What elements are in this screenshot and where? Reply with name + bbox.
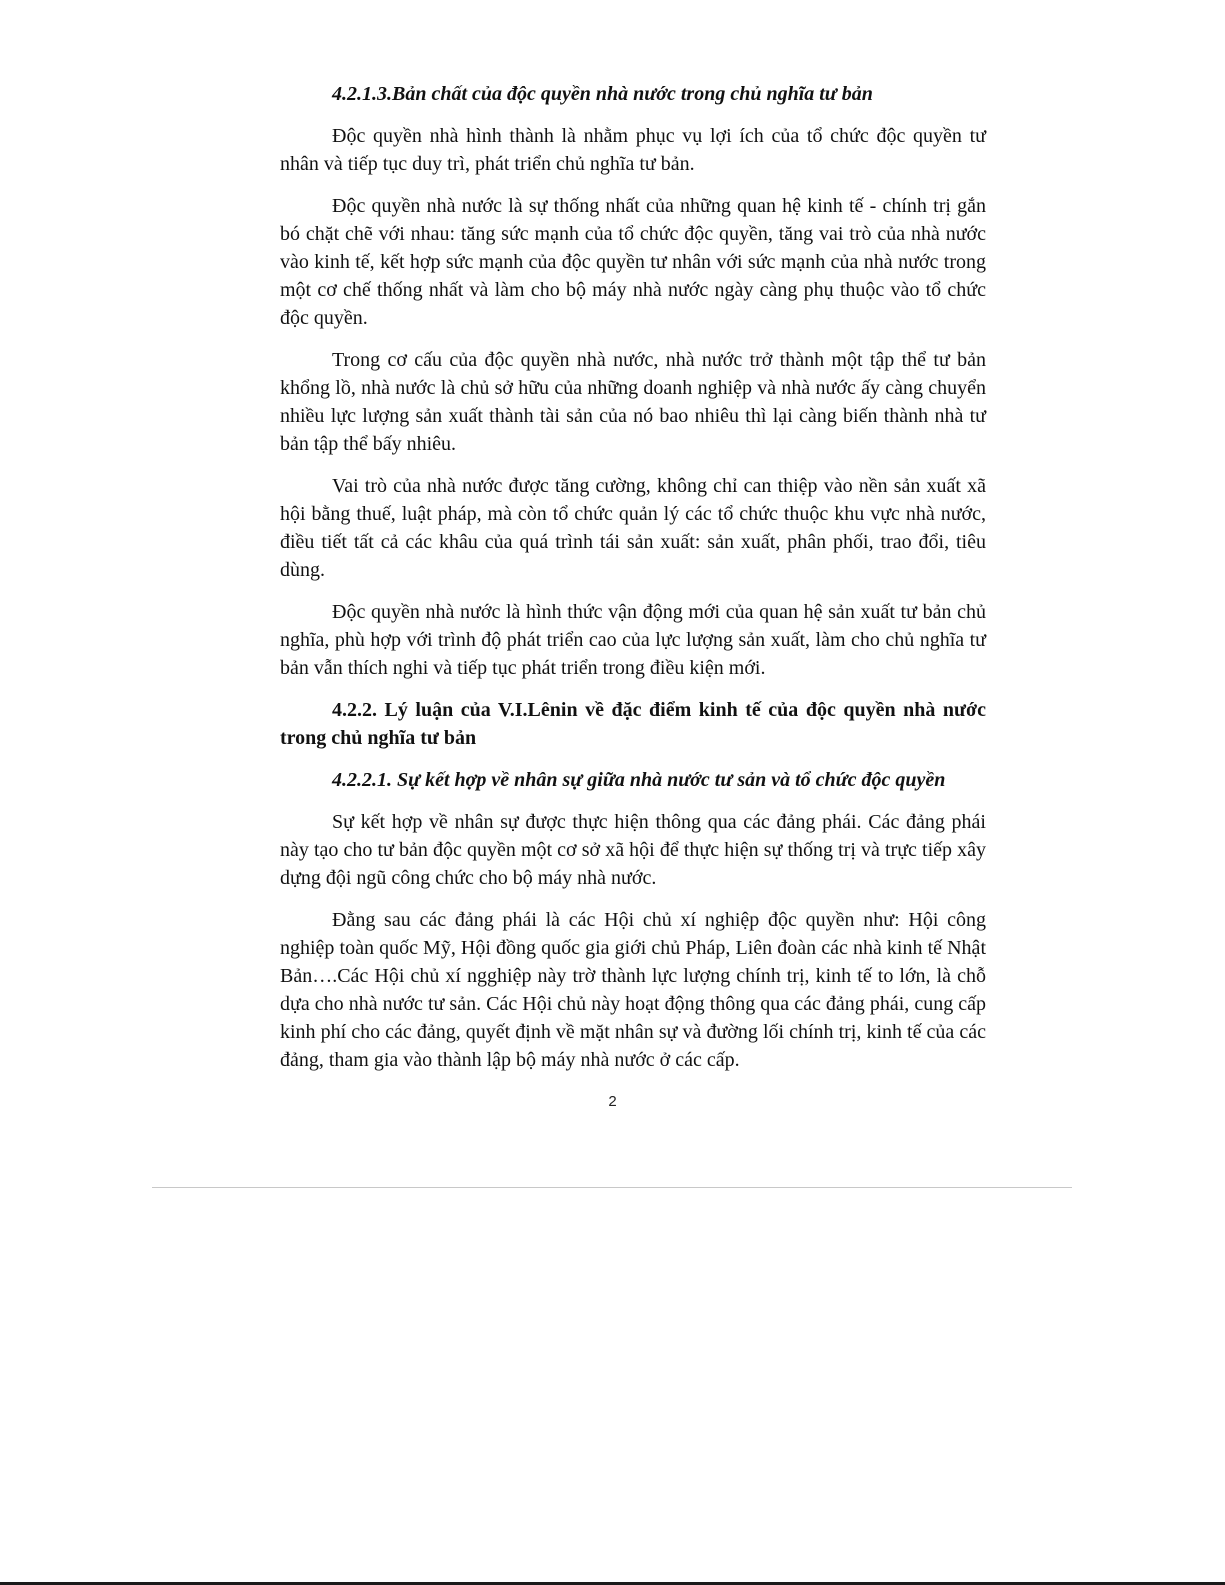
paragraph: Trong cơ cấu của độc quyền nhà nước, nhà nước trở thành một tập thể tư bản khổng lồ, nhà nước là chủ sở hữu của những doanh nghiệp và nhà nước ấy càng chuyển nhiều lực lượng sản xuất thành tài sản của nó bao nhiêu thì lại càng biến thành nhà tư bản tập thể bấy nhiêu. — [280, 349, 986, 455]
paragraph: Độc quyền nhà hình thành là nhằm phục vụ lợi ích của tổ chức độc quyền tư nhân và tiếp tục duy trì, phát triển chủ nghĩa tư bản. — [280, 125, 986, 175]
paragraph: Sự kết hợp về nhân sự được thực hiện thông qua các đảng phái. Các đảng phái này tạo cho tư bản độc quyền một cơ sở xã hội để thực hiện sự thống trị và trực tiếp xây dựng đội ngũ công chức cho bộ máy nhà nước. — [280, 811, 986, 889]
paragraph: Vai trò của nhà nước được tăng cường, không chỉ can thiệp vào nền sản xuất xã hội bằng thuế, luật pháp, mà còn tổ chức quản lý các tổ chức thuộc khu vực nhà nước, điều tiết tất cả các khâu của quá trình tái sản xuất: sản xuất, phân phối, trao đổi, tiêu dùng. — [280, 475, 986, 581]
paragraph: Đằng sau các đảng phái là các Hội chủ xí nghiệp độc quyền như: Hội công nghiệp toàn quốc Mỹ, Hội đồng quốc gia giới chủ Pháp, Liên đoàn các nhà kinh tế Nhật Bản….Các Hội chủ xí ngghiệp này trờ thành lực lượng chính trị, kinh tế to lớn, là chỗ dựa cho nhà nước tư sản. Các Hội chủ này hoạt động thông qua các đảng phái, cung cấp kinh phí cho các đảng, quyết định về mặt nhân sự và đường lối chính trị, kinh tế của các đảng, tham gia vào thành lập bộ máy nhà nước ở các cấp. — [280, 909, 986, 1071]
page-number: 2 — [608, 1093, 617, 1110]
page-content — [280, 80, 986, 1088]
section-heading-4-2-2-1: 4.2.2.1. Sự kết hợp về nhân sự giữa nhà nước tư sản và tổ chức độc quyền — [332, 769, 946, 791]
page-separator — [152, 1187, 1072, 1188]
section-heading-4-2-2: 4.2.2. Lý luận của V.I.Lênin về đặc điểm kinh tế của độc quyền nhà nước trong chủ nghĩa tư bản — [280, 699, 986, 749]
paragraph: Độc quyền nhà nước là sự thống nhất của những quan hệ kinh tế - chính trị gắn bó chặt chẽ với nhau: tăng sức mạnh của tổ chức độc quyền, tăng vai trò của nhà nước vào kinh tế, kết hợp sức mạnh của độc quyền tư nhân với sức mạnh của nhà nước trong một cơ chế thống nhất và làm cho bộ máy nhà nước ngày càng phụ thuộc vào tổ chức độc quyền. — [280, 195, 986, 329]
section-heading-4-2-1-3: 4.2.1.3.Bản chất của độc quyền nhà nước trong chủ nghĩa tư bản — [332, 83, 873, 105]
paragraph: Độc quyền nhà nước là hình thức vận động mới của quan hệ sản xuất tư bản chủ nghĩa, phù hợp với trình độ phát triển cao của lực lượng sản xuất, làm cho chủ nghĩa tư bản vẫn thích nghi và tiếp tục phát triển trong điều kiện mới. — [280, 601, 986, 679]
